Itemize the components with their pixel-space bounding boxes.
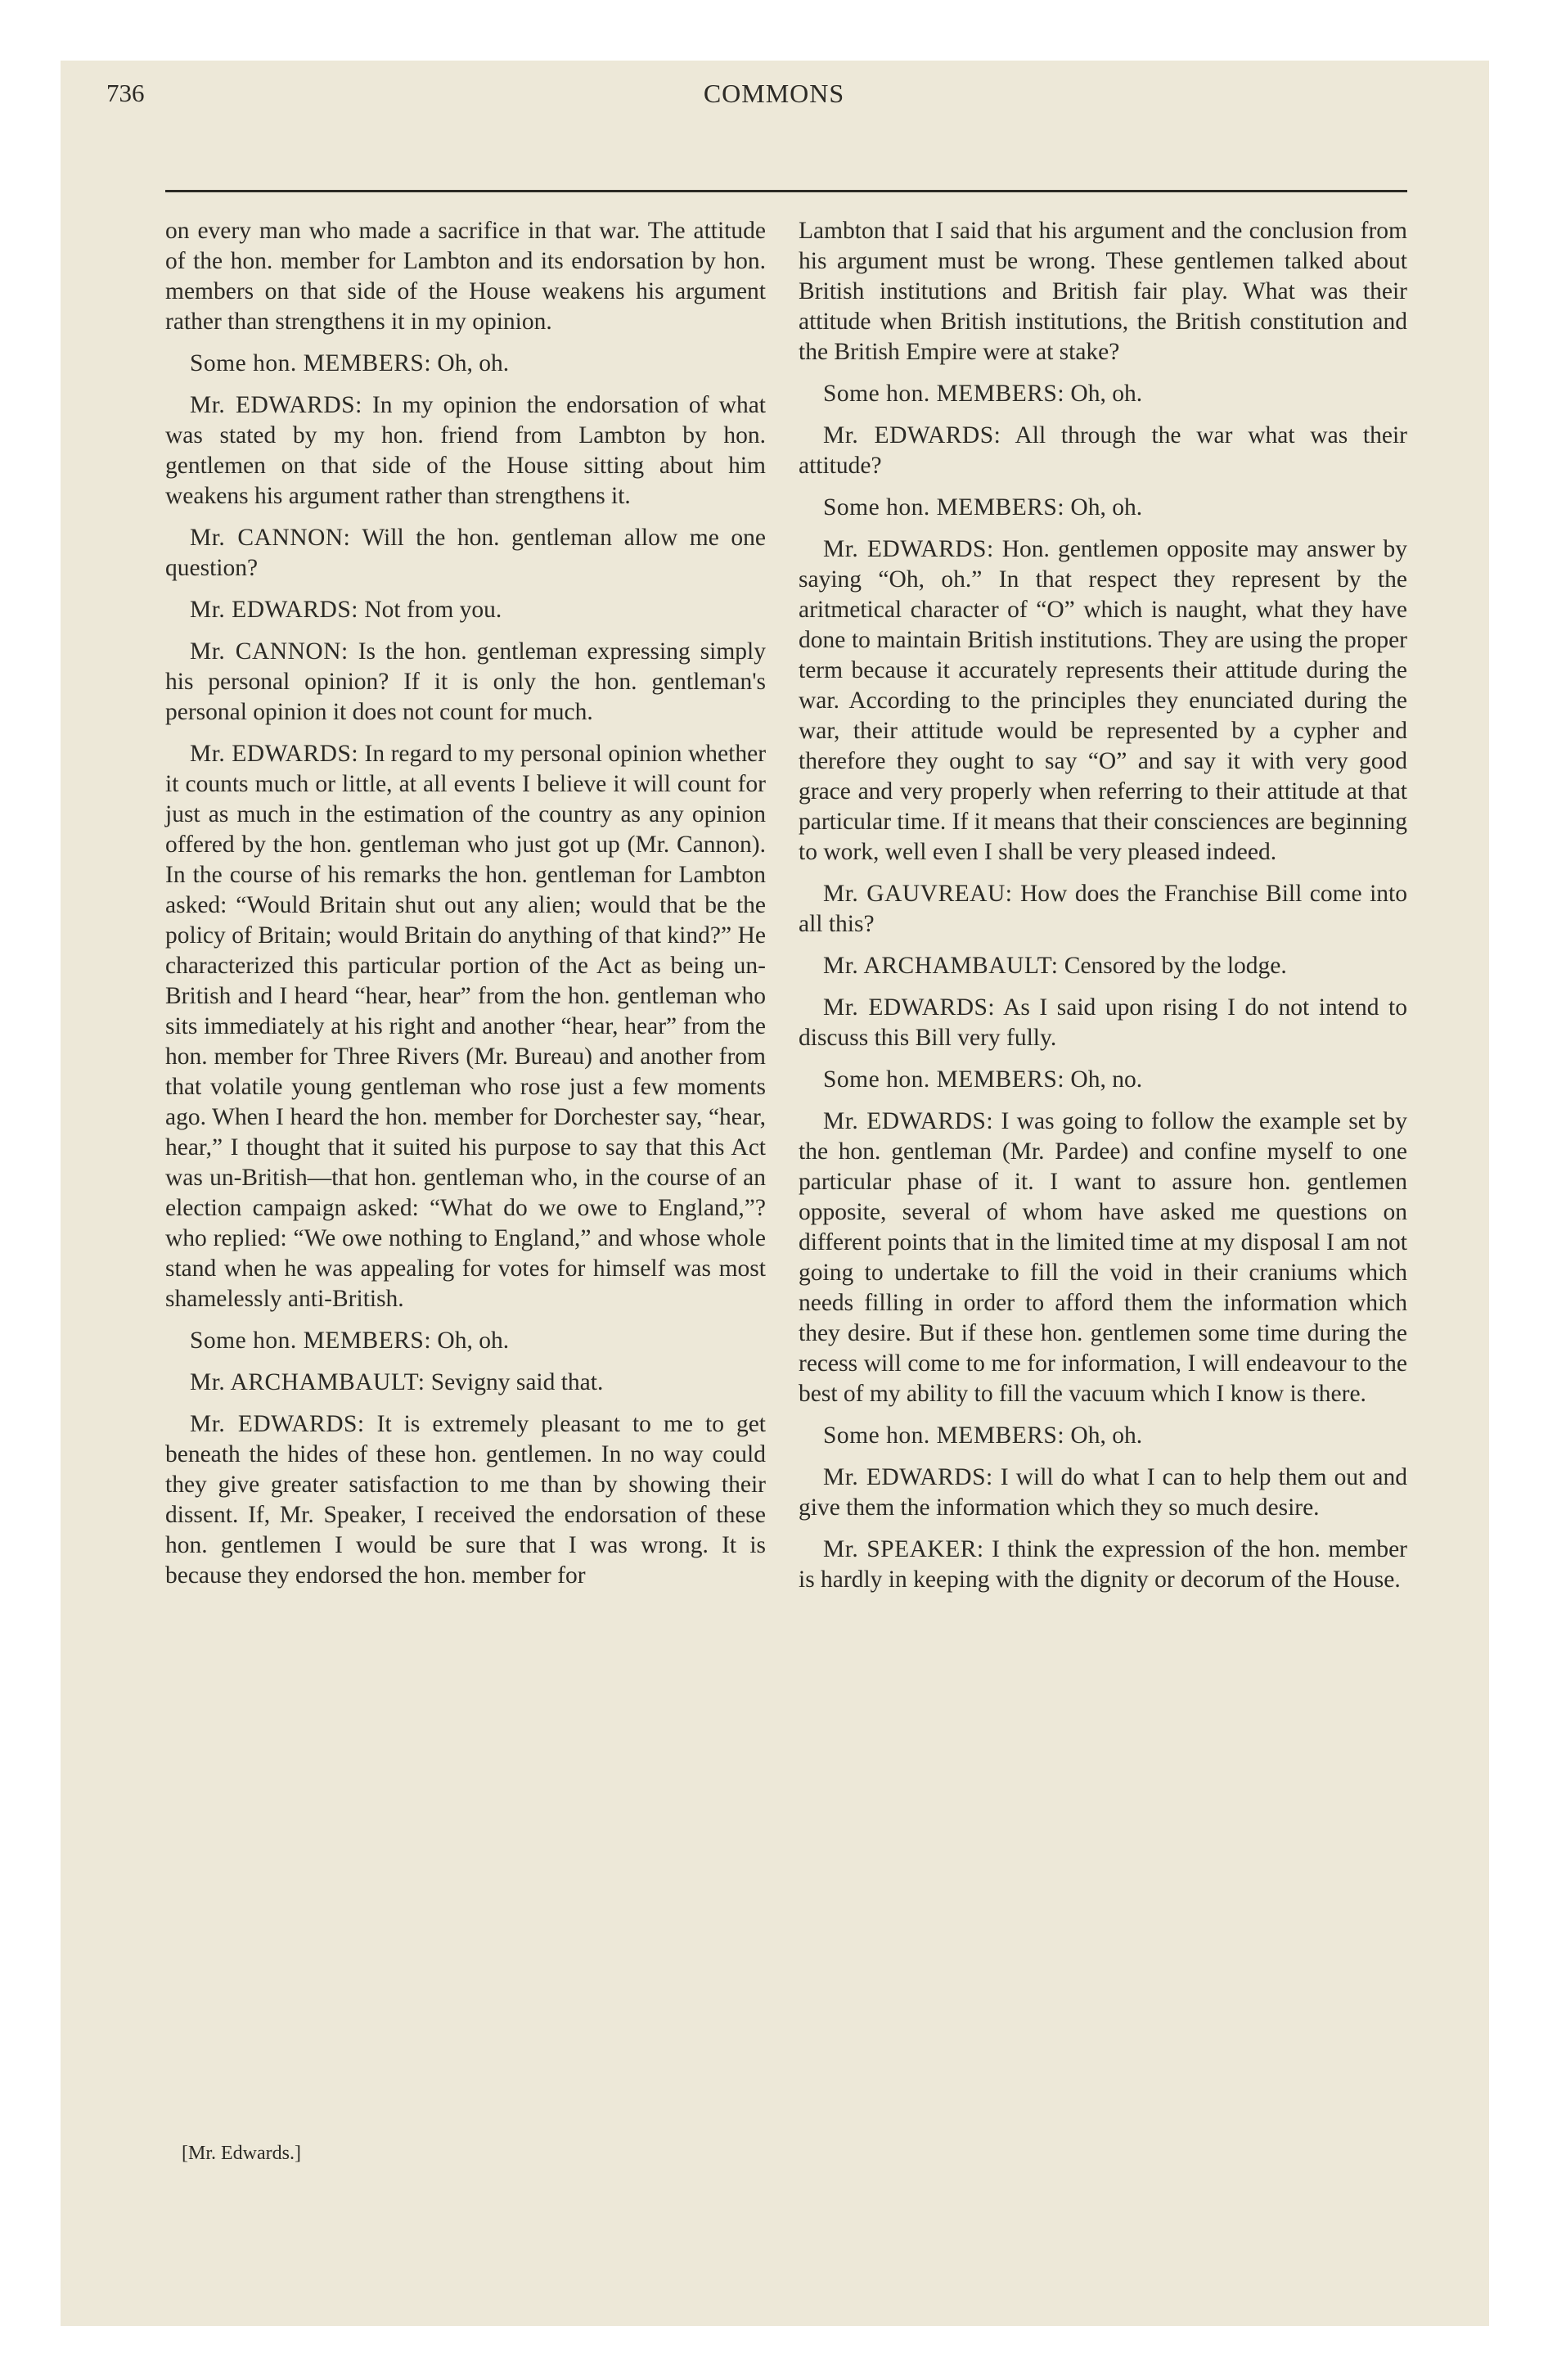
paragraph-text: Oh, no.: [1070, 1066, 1143, 1093]
footer-attribution: [Mr. Edwards.]: [182, 2143, 301, 2164]
speaker-name: Some hon. MEMBERS:: [190, 1327, 432, 1354]
speaker-name: Mr. EDWARDS:: [190, 597, 358, 623]
paragraph: [165, 216, 766, 337]
speaker-name: Some hon. MEMBERS:: [190, 350, 432, 376]
speaker-name: Some hon. MEMBERS:: [823, 1422, 1065, 1449]
paragraph: [799, 1065, 1407, 1095]
paragraph-text: Oh, oh.: [1070, 494, 1143, 521]
speaker-name: Mr. EDWARDS:: [823, 422, 1001, 449]
speaker-name: Mr. EDWARDS:: [823, 1108, 994, 1134]
paragraph: [165, 390, 766, 512]
paragraph: [799, 1463, 1407, 1523]
speaker-name: Mr. CANNON:: [190, 525, 351, 551]
paragraph: [799, 993, 1407, 1053]
paragraph: [165, 637, 766, 728]
paragraph-text: Lambton that I said that his argument and the conclusion from his argument must be wrong. These gentlemen talked about British institutions and British fair play. What was their attitude when British institutions, the British constitution and the British Empire were at stake?: [799, 218, 1407, 365]
paragraph-text: Will the hon. gentleman allow me one question?: [165, 525, 766, 581]
paragraph: [165, 739, 766, 1314]
paragraph-text: Oh, oh.: [1070, 381, 1143, 407]
paragraph: [799, 951, 1407, 981]
paragraph: [799, 379, 1407, 409]
paragraph-text: I was going to follow the example set by the hon. gentleman (Mr. Pardee) and confine myself to one particular phase of it. I want to assure hon. gentlemen opposite, several of whom have asked me questions on different points that in the limited time at my disposal I am not going to undertake to fill the void in their craniums which needs filling in order to afford them the information which they desire. But if these hon. gentlemen some time during the recess will come to me for information, I will endeavour to the best of my ability to fill the vacuum which I know is there.: [799, 1108, 1407, 1407]
paragraph-text: I will do what I can to help them out and give them the information which they so much desire.: [799, 1464, 1407, 1521]
speaker-name: Mr. EDWARDS:: [823, 1464, 993, 1490]
running-head: [106, 79, 1442, 128]
speaker-name: Mr. SPEAKER:: [823, 1536, 984, 1562]
speaker-name: Mr. EDWARDS:: [190, 1411, 365, 1437]
paragraph: [799, 421, 1407, 481]
paragraph: [799, 1107, 1407, 1409]
paragraph-text: As I said upon rising I do not intend to discuss this Bill very fully.: [799, 994, 1407, 1051]
paragraph: [165, 349, 766, 379]
paragraph-text: Oh, oh.: [1070, 1422, 1143, 1449]
speaker-name: Mr. ARCHAMBAULT:: [190, 1369, 425, 1395]
paragraph-text: In regard to my personal opinion whether it counts much or little, at all events I believe it will count for just as much in the estimation of the country as any opinion offered by the hon. gentleman who just got up (Mr. Cannon). In the course of his remarks the hon. gentleman for Lambton asked: “Would Britain shut out any alien; would that be the policy of Britain; would Britain do anything of that kind?” He characterized this particular portion of the Act as being un-British and I heard “hear, hear” from the hon. gentleman who sits immediately at his right and another “hear, hear” from the hon. member for Three Rivers (Mr. Bureau) and another from that volatile young gentleman who rose just a few moments ago. When I heard the hon. member for Dorchester say, “hear, hear,” I thought that it suited his purpose to say that this Act was un-British—that hon. gentleman who, in the course of an election campaign asked: “What do we owe to England,”? who replied: “We owe nothing to England,” and whose whole stand when he was appealing for votes for himself was most shamelessly anti-British.: [165, 741, 767, 1312]
paragraph: [799, 879, 1407, 940]
paragraph-text: Oh, oh.: [437, 350, 510, 376]
paragraph-text: In my opinion the endorsation of what was stated by my hon. friend from Lambton by hon. gentlemen on that side of the House sitting about him weakens his argument rather than strengthens it.: [165, 392, 766, 509]
section-title: COMMONS: [703, 79, 845, 108]
header-rule: [165, 190, 1407, 192]
paragraph: [165, 1409, 766, 1591]
speaker-name: Mr. EDWARDS:: [190, 741, 359, 767]
paragraph-text: on every man who made a sacrifice in that war. The attitude of the hon. member for Lambton and its endorsation by hon. members on that side of the House weakens his argument rather than strengthens it in my opinion.: [165, 218, 766, 335]
speaker-name: Some hon. MEMBERS:: [823, 494, 1065, 521]
paragraph-text: Is the hon. gentleman expressing simply his personal opinion? If it is only the hon. gentleman's personal opinion it does not count for much.: [165, 638, 767, 725]
speaker-name: Mr. CANNON:: [190, 638, 349, 665]
speaker-name: Mr. EDWARDS:: [823, 994, 996, 1021]
left-column: [165, 216, 766, 1602]
paragraph: [799, 534, 1407, 868]
paragraph-text: Oh, oh.: [437, 1327, 510, 1354]
paragraph-text: It is extremely pleasant to me to get beneath the hides of these hon. gentlemen. In no way could they give greater satisfaction to me than by showing their dissent. If, Mr. Speaker, I received the endorsation of these hon. gentlemen I would be sure that I was wrong. It is because they endorsed the hon. member for: [165, 1411, 766, 1589]
speaker-name: Mr. GAUVREAU:: [823, 881, 1013, 907]
paragraph: [799, 493, 1407, 523]
paragraph-text: I think the expression of the hon. member is hardly in keeping with the dignity or decorum of the House.: [799, 1536, 1408, 1593]
paragraph-text: How does the Franchise Bill come into all this?: [799, 881, 1408, 937]
paragraph: [799, 216, 1407, 367]
paragraph-text: All through the war what was their attitude?: [799, 422, 1407, 479]
speaker-name: Mr. ARCHAMBAULT:: [823, 953, 1059, 979]
paragraph: [799, 1421, 1407, 1451]
speaker-name: Some hon. MEMBERS:: [823, 381, 1065, 407]
paragraph: [799, 1535, 1407, 1595]
speaker-name: Some hon. MEMBERS:: [823, 1066, 1065, 1093]
paragraph-text: Hon. gentlemen opposite may answer by saying “Oh, oh.” In that respect they represent by the aritmetical character of “O” which is naught, what they have done to maintain British institutions. They are using the proper term because it accurately represents their attitude during the war. According to the principles they enunciated during the war, their attitude would be represented by a cypher and therefore they ought to say “O” and say it with very good grace and very properly when referring to their attitude at that particular time. If it means that their consciences are beginning to work, well even I shall be very pleased indeed.: [799, 536, 1407, 865]
paragraph-text: Not from you.: [364, 597, 502, 623]
paragraph: [165, 1368, 766, 1398]
speaker-name: Mr. EDWARDS:: [823, 536, 994, 562]
paragraph: [165, 595, 766, 625]
right-column: [799, 216, 1407, 1607]
paragraph: [165, 1326, 766, 1356]
speaker-name: Mr. EDWARDS:: [190, 392, 362, 418]
paragraph: [165, 523, 766, 584]
page-number: 736: [106, 79, 145, 107]
paragraph-text: Sevigny said that.: [430, 1369, 604, 1395]
paragraph-text: Censored by the lodge.: [1064, 953, 1287, 979]
